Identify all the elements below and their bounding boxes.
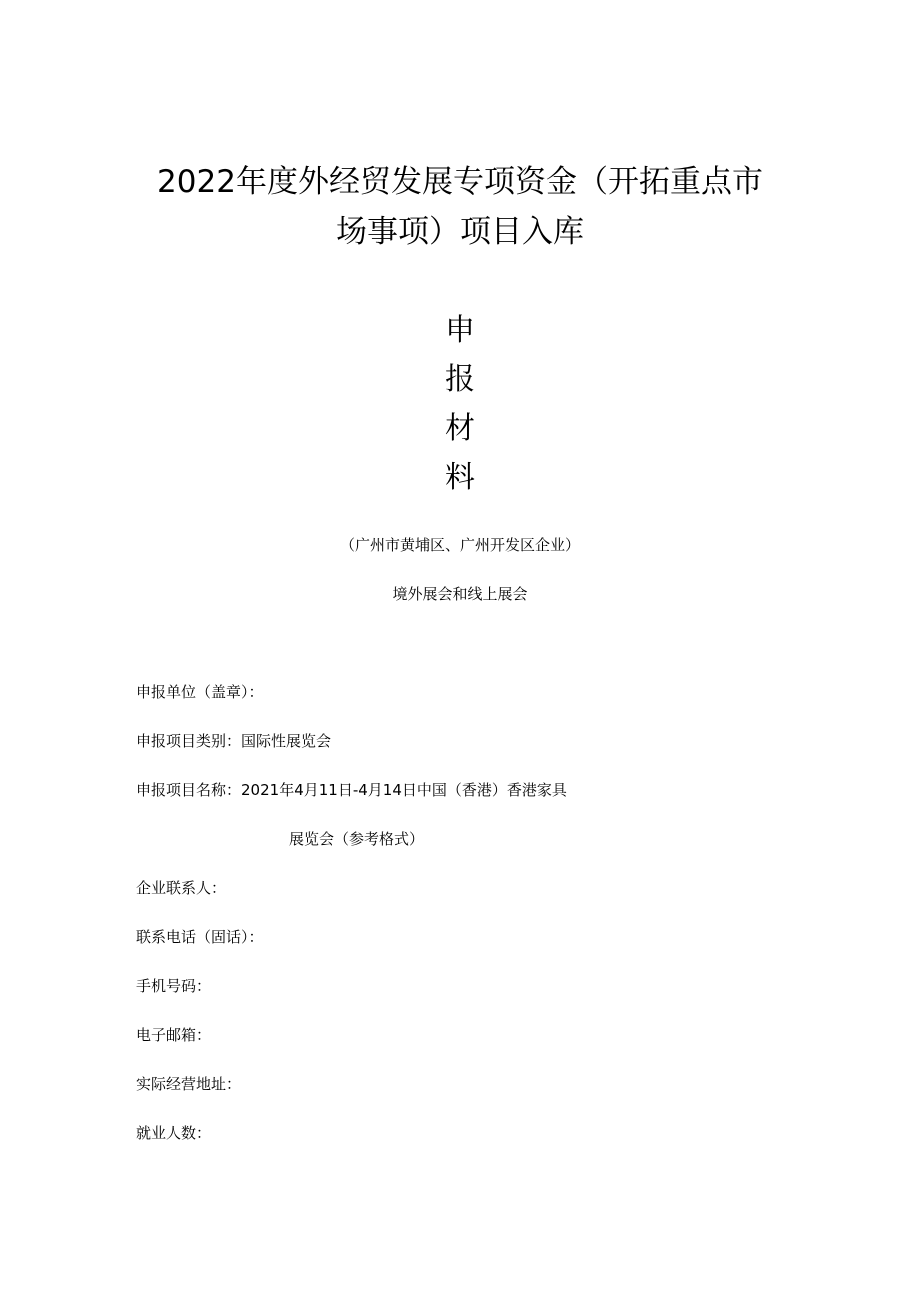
field-label: 手机号码： — [136, 977, 212, 995]
title-line-1: 2022年度外经贸发展专项资金（开拓重点市 — [157, 164, 763, 200]
vertical-heading-char: 材 — [445, 411, 475, 446]
field-employees — [136, 1109, 836, 1158]
field-label: 电子邮箱： — [136, 1026, 212, 1044]
vertical-heading-char: 料 — [445, 460, 475, 495]
title-line-2: 场事项）项目入库 — [336, 214, 584, 250]
vertical-heading-char: 申 — [445, 313, 475, 348]
field-label: 就业人数： — [136, 1124, 212, 1142]
field-applicant-unit — [136, 668, 836, 717]
field-contact-person — [136, 864, 836, 913]
field-label: 申报单位（盖章）： — [136, 683, 264, 701]
field-label: 申报项目类别： — [136, 732, 242, 750]
field-project-name — [136, 766, 836, 815]
application-form — [136, 668, 836, 1158]
field-mobile — [136, 962, 836, 1011]
project-type-note: 境外展会和线上展会 — [392, 585, 528, 603]
field-label: 实际经营地址： — [136, 1075, 242, 1093]
field-email — [136, 1011, 836, 1060]
field-value: 国际性展览会 — [241, 732, 332, 750]
field-project-category — [136, 717, 836, 766]
field-business-address — [136, 1060, 836, 1109]
field-value: 2021年4月11日-4月14日中国（香港）香港家具 — [241, 781, 567, 799]
vertical-heading — [0, 306, 920, 502]
field-value: 展览会（参考格式） — [289, 830, 425, 848]
applicant-region: （广州市黄埔区、广州开发区企业） — [339, 536, 580, 554]
field-label: 申报项目名称： — [136, 781, 242, 799]
vertical-heading-char: 报 — [445, 362, 475, 397]
field-landline — [136, 913, 836, 962]
field-project-name-continued — [136, 815, 836, 864]
field-label: 联系电话（固话）： — [136, 928, 264, 946]
field-label: 企业联系人： — [136, 879, 227, 897]
